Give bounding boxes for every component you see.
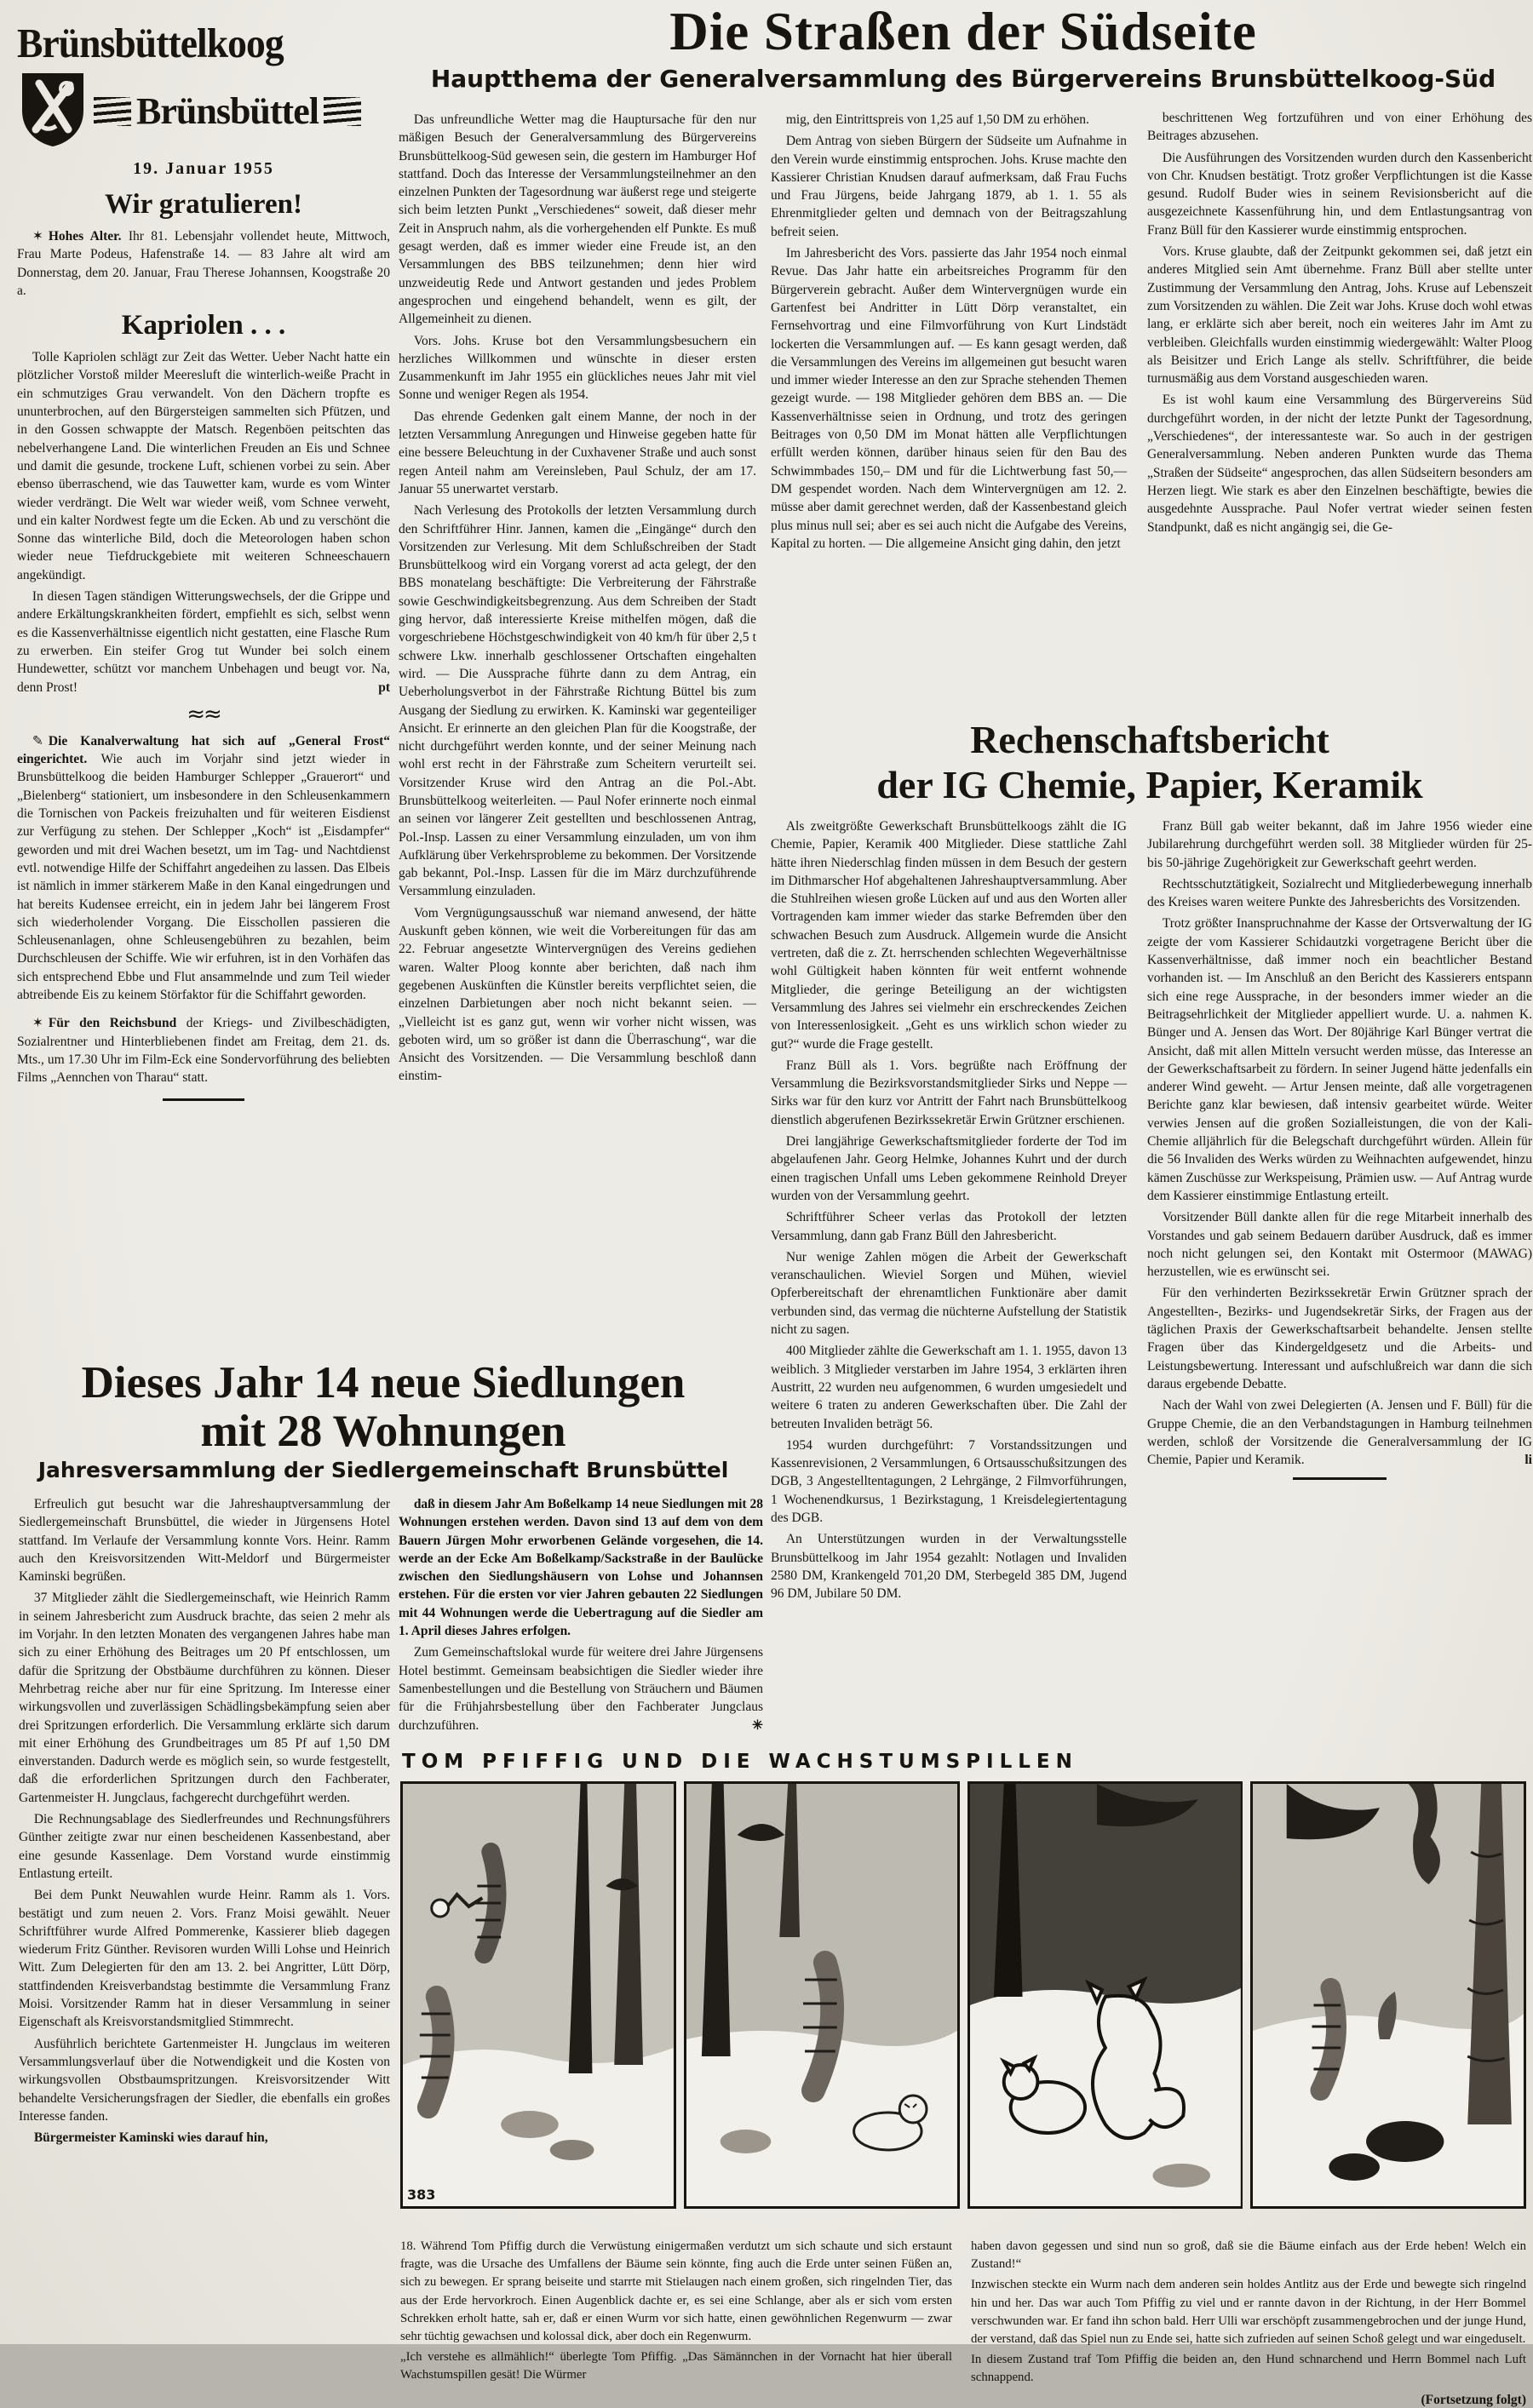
- kanalverwaltung-text: [17, 732, 390, 1004]
- ig-article-column-2: [1147, 817, 1532, 1737]
- continuation-note: (Fortsetzung folgt): [1421, 2392, 1526, 2407]
- paragraph-lead: Hohes Alter.: [48, 229, 122, 244]
- main-subhead: Hauptthema der Generalversammlung des Bürgervereins Brunsbüttelkoog-Süd: [430, 65, 1496, 93]
- paragraph-lead: Für den Reichsbund: [48, 1016, 177, 1031]
- paragraph: ✎ Die Kanalverwaltung hat sich auf „General Frost“ eingerichtet. Wie auch im Vorjahr sind jetzt wieder in Brunsbüttelkoog die beiden Hamburger Schlepper „Grauerort“ und „Bielenberg“ stationiert, um insbesondere in den Schleusenkammern die Tornischen von Packeis freizuhalten und für weiteren Eisdienst zur Verfügung zu stehen. Der Schlepper „Koch“ ist „Eisdampfer“ geworden und mit drei Wachen besetzt, um im Tag- und Nachtdienst evtl. notwendige Hilfe der Schiffahrt angedeihen zu lassen. Das Elbeis ist nämlich in immer stärkerem Maße in den Kanal eingedrungen und hat bereits Kudensee erreicht, ein in jedem Jahr bei längerem Frost sich wiederholender Vorgang. Die Eisschollen passieren die Schleusenanlagen, ohne Schleusengebühren zu bezahlen, beim Durchschleusen der Schiffe. Wie wir erfuhren, ist in den Vorhäfen das sich entsprechend Ebbe und Flut ansammelnde und zum Teil wieder abtreibende Eis zu keinem Störfaktor für die Schiffahrt geworden.: [17, 732, 390, 1002]
- kapriolen-text: [17, 348, 390, 697]
- comic-strip: [400, 1781, 1526, 2209]
- signature: li: [1524, 1453, 1532, 1468]
- section-divider: [163, 1098, 244, 1101]
- paragraph: An Unterstützungen wurden in der Verwaltungsstelle Brunsbüttelkoog im Jahr 1954 gezahlt: Notlagen und Invaliden 2580 DM, Krankengeld 701,20 DM, Sterbegeld 385 DM, Jugend 96 DM, Jubilare 50 DM.: [771, 1532, 1127, 1602]
- signature: pt: [378, 679, 390, 695]
- paragraph: Trotz größter Inanspruchnahme der Kasse der Ortsverwaltung der IG zeigte der vom Kassierer Schidautzki vorgetragene Bericht über die Kassenverhältnisse, daß immer noch ein beachtlicher Bestand vorhanden ist. — Im Anschluß an den Bericht des Kassierers entspann sich eine rege Aussprache, in der besonders immer wieder an die Beitragsehrlichkeit der Mitglieder appelliert wurde. U. a. nahmen K. Bünger und A. Jensen das Wort. Der 80jährige Karl Bünger vertrat die Ansicht, daß mit allen Mitteln versucht werden müsse, das Interesse an der Gewerkschaftsarbeit zu fördern. In seiner Jugend hätte jedenfalls ein anderer Wind geweht. — Artur Jensen meinte, daß alle vorgetragenen Berichte ganz klar bewiesen, daß intensiv gearbeitet würde. Weiter verwies Jensen auf die großen Sozialleistungen, die von der Kali-Chemie alljährlich für die Belegschaft durchgeführt würden. Allein für die 56 Invaliden des Werks würden zu Weihnachten aufgewendet, hinzu kämen Zuschüsse zur Werkspeisung, Prämien usw. — Auf Antrag wurde dem Kassierer einstimmige Entlastung erteilt.: [1147, 916, 1532, 1203]
- paragraph: daß in diesem Jahr Am Boßelkamp 14 neue Siedlungen mit 28 Wohnungen erstehen werden. Davon sind 13 auf dem von dem Bauern Jürgen Mohr erworbenen Gelände vorgesehen, die 14. werde an der Ecke Am Boßelkamp/Sackstraße in der Baulücke zwischen den Siedlungshäusern von Lohse und Johannsen erstehen. Für die ersten vor vier Jahren gebauten 22 Siedlungen mit 44 Wohnungen werde die Uebertragung auf die Siedler am 1. April dieses Jahres erfolgen.: [399, 1497, 763, 1639]
- kapriolen-heading: Kapriolen . . .: [121, 310, 286, 341]
- comic-panel-3: [967, 1781, 1243, 2209]
- paragraph: Zum Gemeinschaftslokal wurde für weitere drei Jahre Jürgensens Hotel bestimmt. Gemeinsam beabsichtigen die Siedler wieder ihre Samenbestellungen und die Bestellung von Sträuchern und Bäumen für die Frühjahrsbestellung über den Fachberater Jungclaus durchzuführen. ✳: [399, 1643, 763, 1734]
- paragraph: Als zweitgrößte Gewerkschaft Brunsbüttelkoogs zählt die IG Chemie, Papier, Keramik 400 Mitglieder. Diese stattliche Zahl hätte ihren Niederschlag finden müssen in dem Besuch der gestern im Dithmarscher Hof abgehaltenen Jahreshauptversammlung. Aber die Stuhlreihen wiesen große Lücken auf und aus den Worten aller Vortragenden kam immer wieder das starke Befremden über den schwachen Besuch zum Ausdruck. Allgemein wurde die Ansicht vertreten, daß die z. Zt. herrschenden schlechten Wegeverhältnisse wohl Gültigkeit haben könnten für weit entfernt wohnende Mitglieder, die geringe Beteiligung an der wichtigsten Versammlung des Jahres sei vielmehr ein erschreckendes Zeichen von Interessenlosigkeit. „Geht es uns wirklich schon wieder zu gut?“ wurde die Frage gestellt.: [771, 819, 1127, 1052]
- paragraph: Vom Vergnügungsausschuß war niemand anwesend, der hätte Auskunft geben können, wie weit die Vorbereitungen für das am 22. Februar angesetzte Wintervergnügen des Vereins gediehen waren. Walter Ploog konnte aber berichten, daß nach ihm gegebenen Auskünften die Künstler bereits verpflichtet seien, die einzelnen Darbietungen aber noch nicht bekannt seien. — „Vielleicht ist es ganz gut, wenn wir vorher nicht wissen, was geboten wird, um so größer ist dann die Überraschung“, war die Ansicht des Vorsitzenden. — Die Versammlung beschloß dann einstim-: [399, 905, 756, 1084]
- paragraph: Nach Verlesung des Protokolls der letzten Versammlung durch den Schriftführer Hinr. Jannen, kamen die „Eingänge“ durch den Vorsitzenden zur Verlesung. Mit dem Schlußschreiben der Stadt Brunsbüttelkoog wird ein Vorgang vorerst ad acta gelegt, der den BBS monatelang beschäftigte: Die Verbreiterung der Fährstraße sowie Geschwindigkeitsbegrenzung. Aus dem Schreiben der Stadt ging hervor, daß interessierte Kreise mithelfen mögen, daß die vorgeschriebene Höchstgeschwindigkeit von 40 km/h für über 2,5 t schwere Lkw. innerhalb geschlossener Ortschaften eingehalten wird. — Die Aussprache führte dann zu dem Antrag, ein Ueberholungsverbot in der Fährstraße Richtung Büttel bis zum Ausgang der Siedlung zu erwirken. K. Kaminski war gegenteiliger Ansicht. Er erinnerte an den gleichen Plan für die Koogstraße, der nicht durchgeführt werden konnte, und der seiner Meinung nach wohl erst recht in der Fährstraße zum Scheitern verurteilt sei. Vorsitzender Kruse wird den Antrag an die Pol.-Abt. Brunsbüttelkoog weiterleiten. — Paul Nofer erinnerte noch einmal an seinen vor längerer Zeit gestellten und beschlossenen Antrag, Pol.-Insp. Lassen zu einer Versammlung einzuladen, um von ihm Aufklärung über Verkehrsprobleme zu bekommen. Der Vorsitzende gab bekannt, Pol.-Insp. Lassen für die im März durchzuführende Versammlung einzuladen.: [399, 503, 756, 899]
- ig-article-column-2-text: [1147, 817, 1532, 1469]
- paragraph: Schriftführer Scheer verlas das Protokoll der letzten Versammlung, dann gab Franz Büll den Jahresbericht.: [771, 1210, 1127, 1243]
- main-article-column-2: [771, 111, 1127, 712]
- paragraph: Rechtsschutztätigkeit, Sozialrecht und Mitgliederbewegung innerhalb des Kreises waren weitere Punkte des Jahresberichts des Vorsitzenden.: [1147, 876, 1532, 910]
- paragraph: ✶ Für den Reichsbund der Kriegs- und Zivilbeschädigten, Sozialrentner und Hinterbliebenen findet am Freitag, dem 21. ds. Mts., um 17.30 Uhr im Film-Eck eine Sondervorführung des beliebten Films „Aennchen von Tharau“ statt.: [17, 1015, 391, 1086]
- comic-panel-1: [400, 1781, 676, 2209]
- paragraph: Vorsitzender Büll dankte allen für die rege Mitarbeit innerhalb des Vorstandes und gab seinem Bedauern darüber Ausdruck, daß es immer noch nicht gelungen sei, den Kontakt mit Ostermoor (MAWAG) herzustellen, wie es erwünscht sei.: [1147, 1210, 1532, 1280]
- paragraph: Inzwischen steckte ein Wurm nach dem anderen sein holdes Antlitz aus der Erde und bewegte sich ringelnd hin und her. Das war auch Tom Pfiffig zu viel und er rannte davon in der Richtung, in der Herr Bommel verschwunden war. Er fand ihn schon bald. Herr Ulli war erschöpft zusammengebrochen und der junge Hund, der verstand, daß das Spiel nun zu Ende sei, hatte sich zufrieden auf seinen Schoß gelegt und war eingeduselt.: [971, 2278, 1526, 2347]
- paragraph: Die Ausführungen des Vorsitzenden wurden durch den Kassenbericht von Chr. Knudsen bestätigt. Trotz großer Verpflichtungen ist die Kasse gesund. Rudolf Buder wies in seinem Revisionsbericht auf die ausgezeichnete Kassenführung hin, und dem Entlastungsantrag von Franz Büll für den Kassierer wurde einstimmig entsprochen.: [1147, 150, 1532, 238]
- paragraph: Dem Antrag von sieben Bürgern der Südseite um Aufnahme in den Verein wurde einstimmig entsprochen. Johs. Kruse machte den Kassierer Christian Knudsen darauf aufmerksam, daß Frau Fuchs und Frau Jürgens, beide Jahrgang 1879, ab 1. 1. 55 als Ehrenmitglieder gelten und demnach von der Beitragszahlung befreit seien.: [771, 134, 1127, 239]
- comic-caption-right-text: [971, 2238, 1526, 2388]
- article-end-divider: [1293, 1477, 1387, 1480]
- paragraph: 1954 wurden durchgeführt: 7 Vorstandssitzungen und Kassenrevisionen, 2 Versammlungen, 6 Ortsausschußsitzungen des DGB, 3 Angestelltentagungen, 2 Lehrgänge, 2 Filmvorführungen, 1 Wochenendkursus, 1 Bezirkstagung, 1 Kreisdelegiertentagung des DGB.: [771, 1437, 1127, 1525]
- wavy-divider-icon: ≈≈: [187, 701, 221, 727]
- paragraph: Ausführlich berichtete Gartenmeister H. Jungclaus im weiteren Versammlungsverlauf über die Notwendigkeit und die Kosten von wirkungsvollen Obstbaumspritzungen. Kreisvorsitzender Witt behandelte Versicherungsfragen der Siedler, die ebenfalls ein großes Interesse fanden.: [19, 2036, 390, 2124]
- paragraph: Das ehrende Gedenken galt einem Manne, der noch in der letzten Versammlung Anregungen und Hinweise gegeben hatte für eine bessere Beleuchtung in der Cuxhavener Straße und auch sonst regen Anteil nahm am Vereinsleben, Paul Schulz, der am 17. Januar 55 unerwartet verstarb.: [399, 409, 756, 496]
- paragraph: Das unfreundliche Wetter mag die Hauptursache für den nur mäßigen Besuch der Generalversammlung des Bürgervereins Brunsbüttelkoog-Süd gewesen sein, die gestern im Hamburger Hof stattfand. Doch das Interesse der Versammlungsteilnehmer an den einzelnen Punkten der Tagesordnung war äußerst rege und steigerte sich beim letzten Punkt „Verschiedenes“ soweit, daß dieser mehr Zeit in Anspruch nahm, als die vorhergehenden elf Punkte. Es muß gesagt werden, daß es immer wieder eine Freude ist, an den Versammlungen des BBS teilzunehmen; denn hier wird unzweideutig Rede und Antwort gestanden und jedes Problem angesprochen und eingehend behandelt, wenn es gilt, der Allgemeinheit zu dienen.: [399, 112, 756, 327]
- paragraph: Vors. Johs. Kruse bot den Versammlungsbesuchern ein herzliches Willkommen und wünschte in dieser ersten Zusammenkunft im Jahr 1955 ein glückliches neues Jahr mit viel Sonne und weniger Regen als 1954.: [399, 333, 756, 403]
- masthead-title-line2: Brünsbüttel: [136, 89, 319, 132]
- star-icon: ✶: [32, 1015, 43, 1031]
- paragraph: mig, den Eintrittspreis von 1,25 auf 1,50 DM zu erhöhen.: [785, 112, 1089, 127]
- comic-panel-4: [1250, 1781, 1526, 2209]
- comic-title: TOM PFIFFIG UND DIE WACHSTUMSPILLEN: [402, 1751, 1078, 1773]
- star-icon: ✶: [32, 228, 43, 244]
- siedlungen-subhead: Jahresversammlung der Siedlergemeinschaft Brunsbüttel: [37, 1458, 729, 1482]
- paragraph: Nach der Wahl von zwei Delegierten (A. Jensen und F. Büll) für die Gruppe Chemie, die an den Verbandstagungen in Hamburg teilnehmen werden, schloß der Vorsitzende die Generalversammlung der IG Chemie, Papier und Keramik. li: [1147, 1396, 1532, 1469]
- paragraph: Tolle Kapriolen schlägt zur Zeit das Wetter. Ueber Nacht hatte ein plötzlicher Vorstoß milder Meeresluft die winterlich-weiße Pracht in ein schmutziges Grau verwandelt. Von den Dächern tropfte es ununterbrochen, auf den Bürgersteigen sammelten sich Pfützen, und in den Gossen schwappte der Matsch. Regenböen peitschten das nebelverhangene Land. Die winterlichen Freuden an Eis und Schnee und damit die gesunde, trockene Luft, schienen vorbei zu sein. Aber ebenso überraschend, wie das Tauwetter kam, wurde es vom Winter wieder verdrängt. Die Welt war wieder weiß, vom Schnee verweht, und ein kalter Nordwest fegte um die Ecken. Ab und zu verschönt die Sonne das winterliche Bild, doch die Meteorologen haben schon wieder neue Tiefdruckgebiete mit weiteren Schneeschauern angekündigt.: [17, 350, 390, 582]
- paragraph: Die Rechnungsablage des Siedlerfreundes und Rechnungsführers Günther zeitigte zwar nur einen bescheidenen Kassenbestand, aber eine gesunde Kassenlage. Dem Vorstand wurde einstimmig Entlastung erteilt.: [19, 1812, 390, 1881]
- comic-panel-2: [684, 1781, 960, 2209]
- pen-ornament-icon: ✎: [32, 732, 43, 748]
- paragraph: Bürgermeister Kaminski wies darauf hin,: [33, 2130, 268, 2146]
- main-article-column-3: [1147, 109, 1532, 714]
- left-column: [17, 19, 390, 1109]
- siedlungen-column-2: [399, 1495, 763, 1751]
- paragraph: Bei dem Punkt Neuwahlen wurde Heinr. Ramm als 1. Vors. bestätigt und zum neuen 2. Vors. Franz Moisi gewählt. Neuer Schriftführer wurde Alfred Pommerenke, Kassierer blieb dagegen wiederum Fritz Günther. Revisoren wurden Willi Lohse und Heinrich Witt. Zum Delegierten für den am 13. 2. bei Angritter, Lütt Dörp, stattfindenden Kreisverbandstag bestimmte die Versammlung Franz Moisi. Vorsitzender Ramm hat in dieser Versammlung in seiner Eigenschaft als Kreisvorstandsmitglied Stimmrecht.: [19, 1888, 390, 2030]
- paragraph: Drei langjährige Gewerkschaftsmitglieder forderte der Tod im abgelaufenen Jahr. Georg Helmke, Johannes Kuhrt und der durch einen tragischen Unfall ums Leben gekommene Reinhold Dreyer wurden von der Versammlung geehrt.: [771, 1134, 1127, 1203]
- siedlungen-column-1: [19, 1495, 390, 2336]
- comic-caption-right: [971, 2238, 1526, 2408]
- paragraph: Im Jahresbericht des Vors. passierte das Jahr 1954 noch einmal Revue. Das Jahr hatte ein arbeitsreiches Programm für den Bürgerverein gebracht. Außer dem Wintervergnügen wurde ein Gartenfest bei Andritter in Lütt Dörp veranstaltet, ein Fernsehvortrag und eine Filmvorführung von Kurt Lindstädt lockerten die Versammlungen auf. — Es kann gesagt werden, daß die Versammlungen des Vereins im allgemeinen gut besucht waren und immer wieder Interesse an den zur Sprache stehenden Themen gezeigt wurde. — 198 Mitglieder gehören dem BBS an. — Die Kassenverhältnisse seien in Ordnung, und trotz des geringen Beitrages von 0,50 DM im Monat hätten alle Verpflichtungen erfüllt werden können, darüber hinaus seien für den Bau des Schwimmbades 150,– DM und für die Lichtwerbung fast 50,— DM gespendet worden. Nach dem Wintervergnügen am 12. 2. müsse aber damit gerechnet werden, daß der Kassenbestand gleich plus minus null sei; aber es sei auch nicht die Aufgabe des Vereins, Kapital zu horten. — Die allgemeine Ansicht ging dahin, den jetzt: [771, 246, 1127, 551]
- paragraph: Franz Büll als 1. Vors. begrüßte nach Eröffnung der Versammlung die Bezirksvorstandsmitglieder Sirks und Neppe — Sirks war für den kurz vor Antritt der Fahrt nach Brunsbüttelkoog dienstlich abgerufenen Bezirkssekretär Erwin Grützner erschienen.: [771, 1058, 1127, 1127]
- reichsbund-text: [17, 1014, 390, 1086]
- paragraph: 400 Mitglieder zählte die Gewerkschaft am 1. 1. 1955, davon 13 weiblich. 3 Mitglieder verstarben im Jahre 1954, 3 erklärten ihren Austritt, 22 wurden neu aufgenommen, 6 wurden umgesiedelt und weitere 6 traten zu anderen Gewerkschaften über. Die Zahl der betreuten Invaliden beträgt 56.: [771, 1344, 1127, 1431]
- masthead-title-line1: Brünsbüttelkoog: [17, 20, 284, 66]
- signature: ✳: [752, 1717, 763, 1733]
- gratulieren-text: [17, 227, 390, 300]
- paragraph: Franz Büll gab weiter bekannt, daß im Jahre 1956 wieder eine Jubilarehrung durchgeführt werden soll. 38 Mitglieder würden für 25- bis 50-jährige Zugehörigkeit zur Gewerkschaft geehrt werden.: [1147, 819, 1532, 870]
- paragraph: beschrittenen Weg fortzuführen und von einer Erhöhung des Beitrages abzusehen.: [1147, 111, 1532, 144]
- flourish-right-icon: [324, 97, 361, 126]
- paragraph: 18. Während Tom Pfiffig durch die Verwüstung einigermaßen verdutzt um sich schaute und sich erstaunt fragte, was die Ursache des Umfallens der Bäume sein könnte, fing auch die Erde unter seinen Füßen an, sich zu bewegen. Er sprang beiseite und starrte mit Stielaugen nach einem großen, sich ringelnden Tier, das aus der Erde hervorkroch. Einen Augenblick dachte er, es sei eine Schlange, aber als er sich vom ersten Schrekken erholt hatte, sah er, daß er einen Wurm vor sich hatte, einen gewöhnlichen Regenwurm — zwar sehr tüchtig gewachsen und kolossal dick, aber doch ein Regenwurm.: [400, 2239, 952, 2344]
- paragraph: Vors. Kruse glaubte, daß der Zeitpunkt gekommen sei, daß jetzt ein anderes Mitglied sein Amt übernehme. Franz Büll aber stellte unter Zustimmung der Versammlung den Antrag, Johs. Kruse auf Lebenszeit zum Vorsitzenden zu wählen. Die Zeit war Johs. Kruse doch wohl etwas lang, er erklärte sich aber bereit, noch ein weiteres Jahr im Amt zu verbleiben. Gleichfalls wurden einstimmig wiedergewählt: Walter Ploog als Beisitzer und Erich Lange als stellv. Schriftführer, die beide turnusmäßig aus dem Vorstand ausgeschieden waren.: [1147, 244, 1532, 387]
- paragraph: In diesen Tagen ständigen Witterungswechsels, der die Grippe und andere Erkältungskrankheiten fördert, empfiehlt es sich, selbst wenn es die Kassenverhältnisse eigentlich nicht gestatten, eine Flasche Rum zu erwerben. Ein steifer Grog tut Wunder bei solch einem Hundewetter, schützt vor manchem Unbehagen und beugt vor. Na, denn Prost! pt: [17, 588, 390, 697]
- ig-headline-line2: der IG Chemie, Papier, Keramik: [876, 763, 1423, 806]
- paragraph: Erfreulich gut besucht war die Jahreshauptversammlung der Siedlergemeinschaft Brunsbüttel, die wieder in Jürgensens Hotel stattfand. Im Verlaufe der Versammlung konnte Vors. Heinr. Ramm auch den Kreisvorsitzenden Witt-Meldorf und Bürgermeister Kaminski begrüßen.: [19, 1497, 390, 1585]
- ig-headline-line1: Rechenschaftsbericht: [970, 718, 1329, 761]
- comic-panel-number: 383: [407, 2187, 436, 2203]
- comic-caption-left: [400, 2238, 952, 2388]
- paragraph: In diesem Zustand traf Tom Pfiffig die beiden an, den Hund schnarchend und Herrn Bommel nach Luft schnappend.: [971, 2353, 1526, 2385]
- gratulieren-heading: Wir gratulieren!: [105, 189, 302, 220]
- paragraph: haben davon gegessen und sind nun so groß, daß sie die Bäume einfach aus der Erde heben! Welch ein Zustand!“: [971, 2239, 1526, 2272]
- siedlungen-headline-line2: mit 28 Wohnungen: [200, 1407, 566, 1456]
- paragraph: Nur wenige Zahlen mögen die Arbeit der Gewerkschaft veranschaulichen. Wieviel Sorgen und Mühen, wieviel Opferbereitschaft der ehrenamtlichen Funktionäre aber damit verbunden sind, das vermag die nüchterne Aufstellung der Statistik nicht zu sagen.: [771, 1249, 1127, 1338]
- paragraph: „Ich verstehe es allmählich!“ überlegte Tom Pfiffig. „Das Sämännchen in der Vornacht hat hier überall Wachstumspillen gesät! Die Würmer: [400, 2350, 952, 2382]
- flourish-left-icon: [94, 97, 131, 126]
- main-headline: Die Straßen der Südseite: [669, 2, 1257, 61]
- masthead-row: [17, 70, 390, 152]
- paragraph: Es ist wohl kaum eine Versammlung des Bürgervereins Süd durchgeführt worden, in der nicht der letzte Punkt der Tagesordnung, „Verschiedenes“, der interessanteste war. So auch in der gestrigen Generalversammlung. Neben anderen Punkten wurde das Thema „Straßen der Südseite“ angesprochen, das allen Südseitern besonders am Herzen liegt. Wie stark es aber den Einzelnen beschäftigte, bewies die ausgedehnte Aussprache. Paul Nofer vertrat wieder seinen festen Standpunkt, daß es nicht angängig sei, die Ge-: [1147, 393, 1532, 535]
- paragraph: ✶ Hohes Alter. Ihr 81. Lebensjahr vollendet heute, Mittwoch, Frau Marte Podeus, Hafenstraße 14. — 83 Jahre alt wird am Donnerstag, dem 20. Januar, Frau Therese Johannsen, Koogstraße 20 a.: [17, 228, 391, 298]
- main-article-column-1: [399, 111, 756, 1388]
- paragraph-lead: Die Kanalverwaltung hat sich auf „General Frost“ eingerichtet.: [17, 733, 390, 767]
- siedlungen-headline: [34, 1359, 732, 1456]
- ig-article-column-1: [771, 817, 1127, 1756]
- shield-anchor-emblem-icon: [17, 70, 89, 152]
- issue-date: 19. Januar 1955: [133, 159, 274, 178]
- paragraph: Für den verhinderten Bezirkssekretär Erwin Grützner sprach der Angestellten-, Bezirks- und Jugendsekretär Sirks, der Fragen aus der täglichen Praxis der Gewerkschaftsarbeit behandelte. Jensen stellte Fragen über das Kindergeldgesetz und die Arbeits- und Leistungsbewertung. Interessant und aufschlußreich war dann die sich daraus ergebende Debatte.: [1147, 1286, 1532, 1391]
- siedlungen-headline-line1: Dieses Jahr 14 neue Siedlungen: [81, 1358, 686, 1408]
- ig-headline: [766, 717, 1533, 807]
- paragraph: 37 Mitglieder zählt die Siedlergemeinschaft, wie Heinrich Ramm in seinem Jahresbericht zum Ausdruck brachte, das seien 2 mehr als im Vorjahr. In den letzten Monaten des vergangenen Jahres habe man sich zu einer Erhöhung des Beitrages um 20 Pf entschlossen, um dafür die Spritzung der Obstbäume durchführen zu können. Dieser Mehrbetrag reiche aber nur für eine Spritzung. Im Interesse einer wirkungsvollen und zuverlässigen Schädlingsbekämpfung seien aber drei Spritzungen erforderlich. Die Versammlung erklärte sich darum mit einer Erhöhung des Grundbeitrages um 85 Pf auf 1,50 DM einverstanden. Dadurch werde es möglich sein, so wurde festgestellt, daß die erforderlichen Spritzungen durch den Fachberater, Gartenmeister H. Jungclaus, fachgerecht durchgeführt werden.: [19, 1591, 390, 1805]
